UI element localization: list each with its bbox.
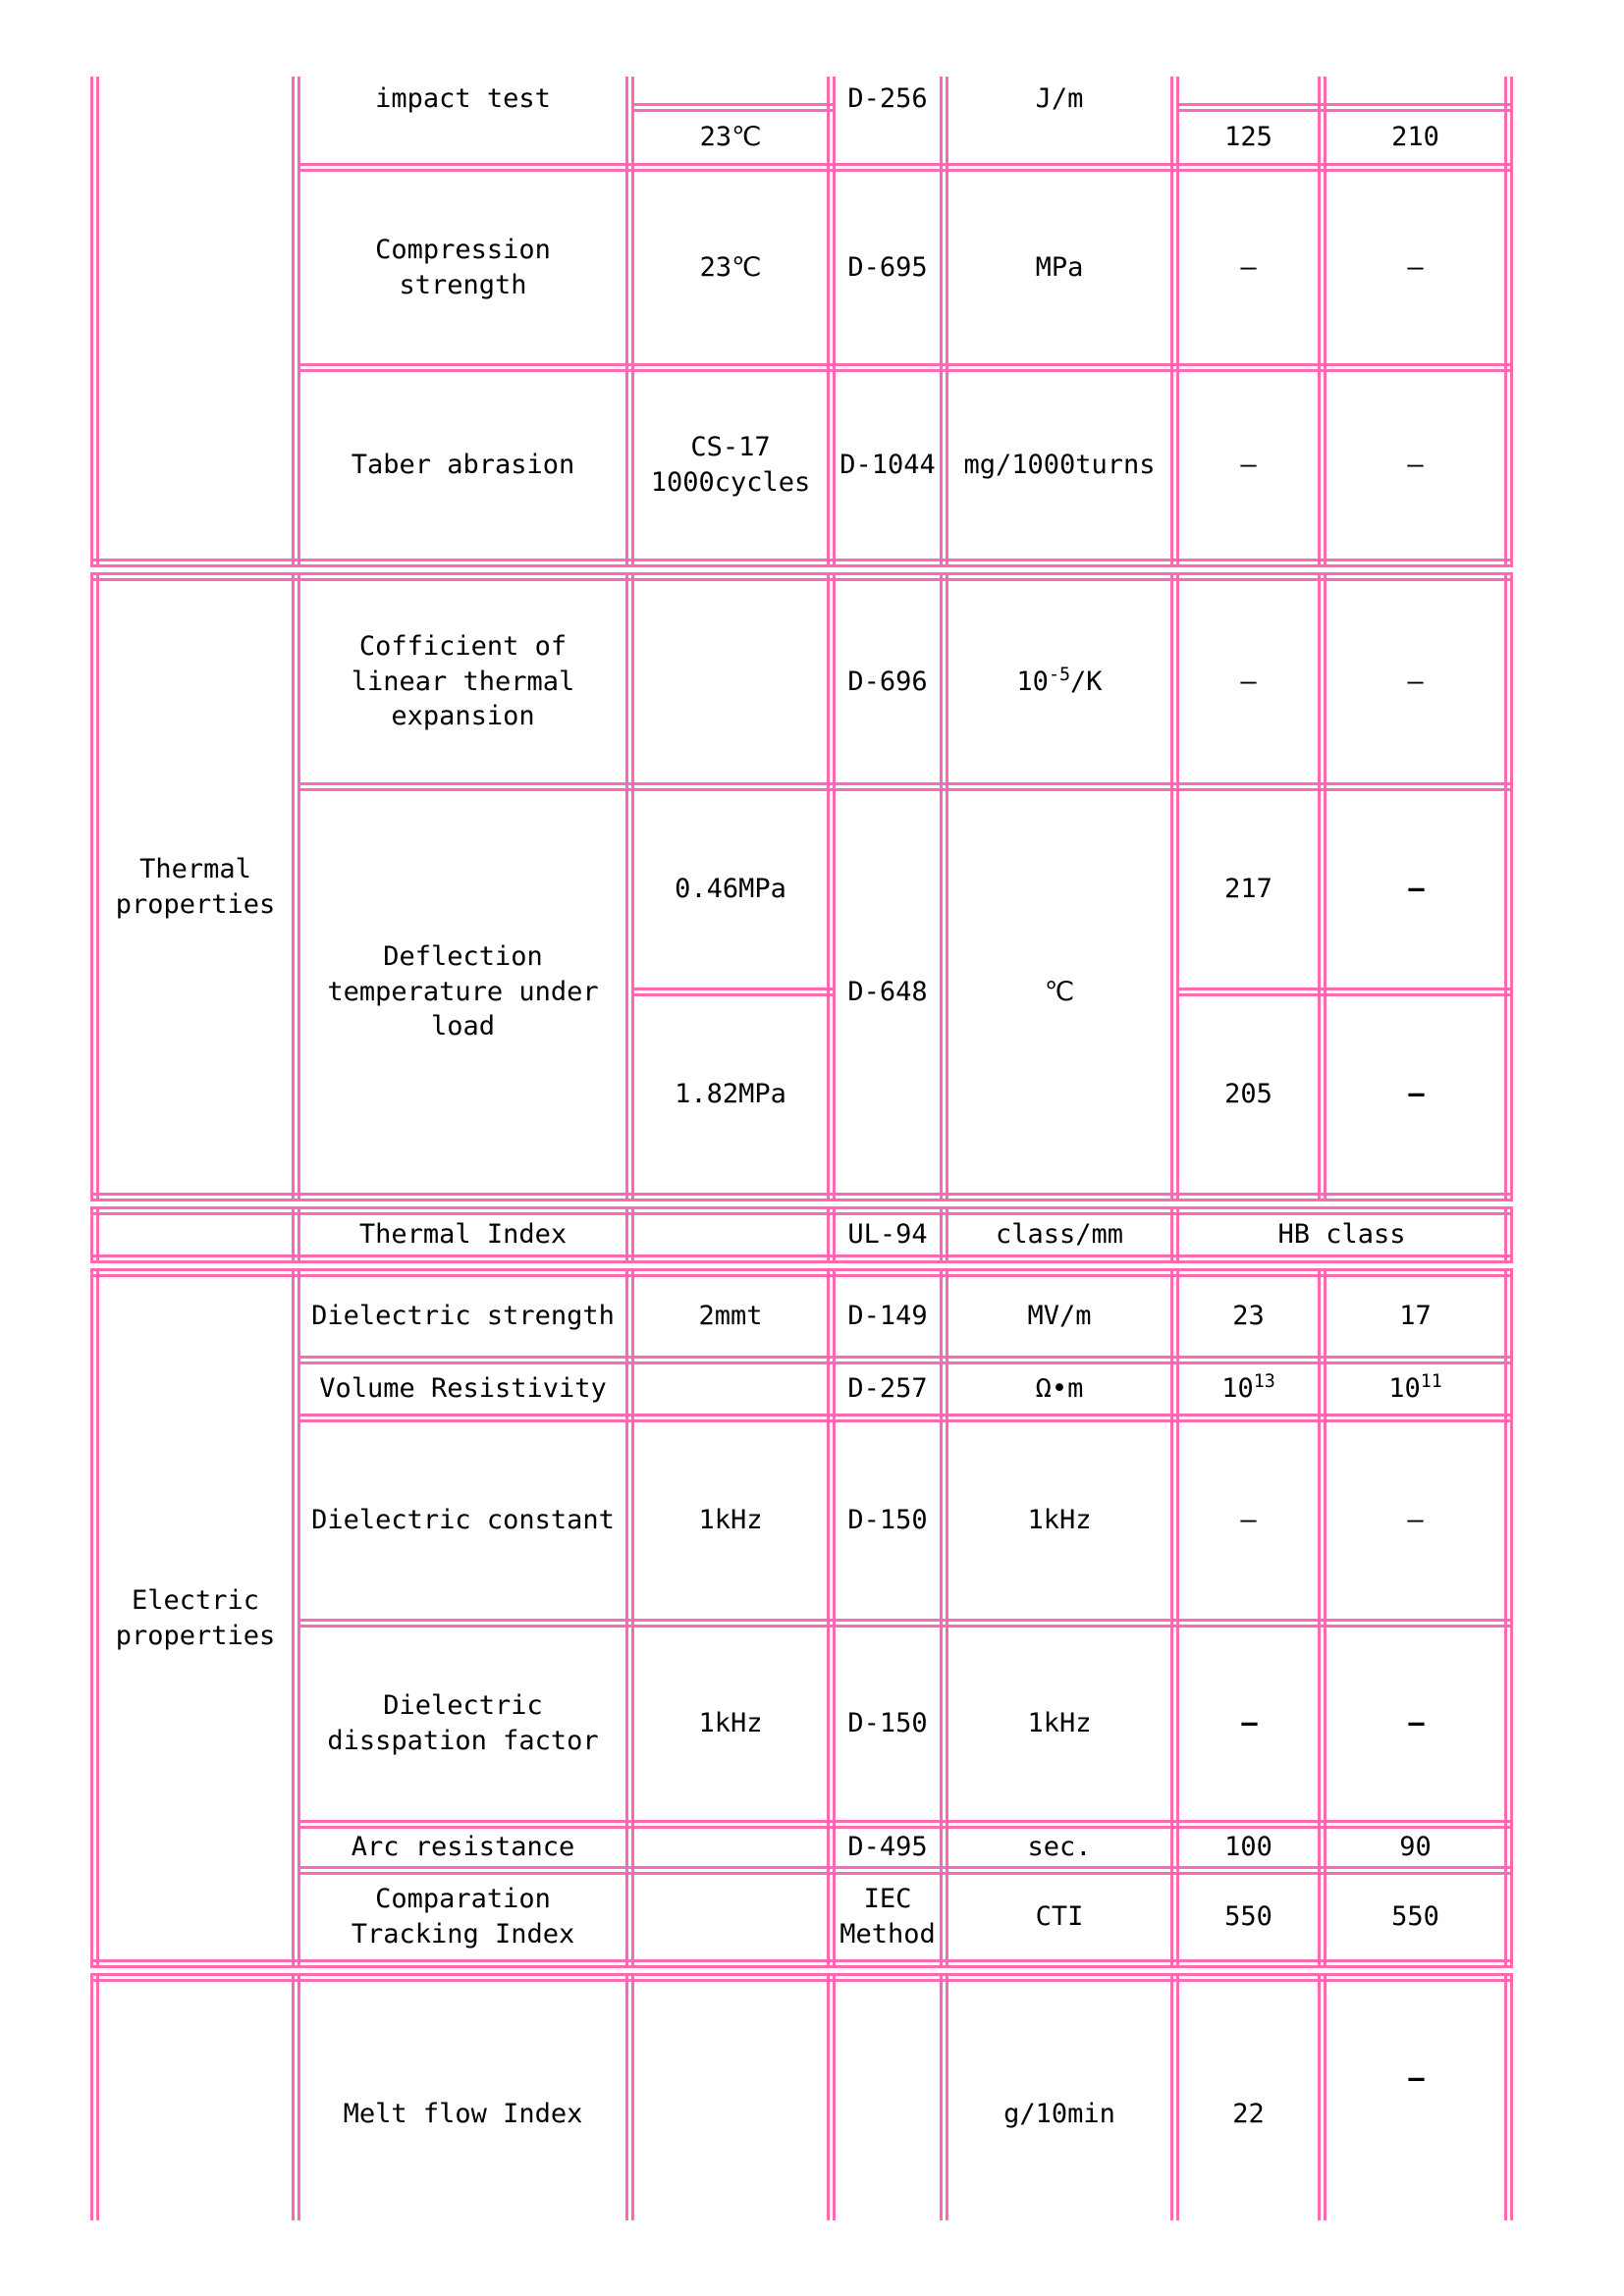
- row-dielectric-constant: [95, 1418, 1509, 1624]
- cell-taber-value2: —: [1323, 368, 1509, 563]
- cell-deflection-condition-046: 0.46MPa: [630, 787, 832, 992]
- cell-thermal-index-value: HB class: [1175, 1211, 1509, 1259]
- section-electric: [90, 1268, 1513, 1968]
- cell-dielectric-strength-unit: MV/m: [945, 1273, 1175, 1361]
- cell-cti-unit: CTI: [945, 1871, 1175, 1964]
- cell-impact-value1: 125: [1175, 108, 1323, 168]
- row-deflection-046: [95, 787, 1509, 992]
- cell-arc-method: D-495: [832, 1825, 945, 1871]
- cell-dielectric-strength-value2: 17: [1323, 1273, 1509, 1361]
- cell-dielectric-strength-value1: 23: [1175, 1273, 1323, 1361]
- row-compression-strength: [95, 168, 1509, 368]
- section-melt-flow: [90, 1973, 1513, 2220]
- cell-arc-condition: [630, 1825, 832, 1871]
- cell-cti-value2: 550: [1323, 1871, 1509, 1964]
- cell-volume-resistivity-condition: [630, 1361, 832, 1418]
- cell-impact-method: D-256: [832, 77, 945, 168]
- cell-coefficient-method: D-696: [832, 577, 945, 787]
- cell-dielectric-constant-unit: 1kHz: [945, 1418, 1175, 1624]
- cell-deflection-condition-182: 1.82MPa: [630, 992, 832, 1198]
- cell-compression-condition: 23℃: [630, 168, 832, 368]
- cell-dissipation-value2: —: [1323, 1624, 1509, 1825]
- unit-base: 10: [1016, 666, 1049, 697]
- cell-coefficient-unit: [945, 577, 1175, 787]
- cell-mech-category: [95, 77, 297, 563]
- cell-impact-condition: 23℃: [630, 108, 832, 168]
- cell-coefficient-condition: [630, 577, 832, 787]
- cell-deflection-182-value2: —: [1323, 992, 1509, 1198]
- row-thermal-index: [95, 1211, 1509, 1259]
- row-volume-resistivity: [95, 1361, 1509, 1418]
- cell-dielectric-strength-condition: 2mmt: [630, 1273, 832, 1361]
- cell-melt-category: [95, 1978, 297, 2221]
- cell-taber-property: Taber abrasion: [297, 368, 630, 563]
- cell-volume-resistivity-method: D-257: [832, 1361, 945, 1418]
- section-thermal-index: [90, 1206, 1513, 1263]
- cell-electric-category: Electric properties: [95, 1273, 297, 1964]
- cell-cti-value1: 550: [1175, 1871, 1323, 1964]
- cell-deflection-property: Deflection temperature under load: [297, 787, 630, 1198]
- table-viewport: [90, 77, 1514, 2220]
- cell-compression-method: D-695: [832, 168, 945, 368]
- cell-volume-resistivity-value1: $10^{13}$: [1175, 1361, 1323, 1418]
- cell-arc-value1: 100: [1175, 1825, 1323, 1871]
- cell-impact-property: impact test: [297, 77, 630, 168]
- cell-dielectric-constant-method: D-150: [832, 1418, 945, 1624]
- cell-dissipation-value1: —: [1175, 1624, 1323, 1825]
- cell-taber-value1: —: [1175, 368, 1323, 563]
- cell-dissipation-unit: 1kHz: [945, 1624, 1175, 1825]
- row-tracking-index: [95, 1871, 1509, 1964]
- cell-dielectric-constant-value1: —: [1175, 1418, 1323, 1624]
- cell-impact-value1-upper: [1175, 77, 1323, 108]
- cell-impact-value2-upper: [1323, 77, 1509, 108]
- cell-melt-value2: [1323, 1978, 1509, 2221]
- cell-coefficient-value2: —: [1323, 577, 1509, 787]
- cell-volume-resistivity-unit: Ω•m: [945, 1361, 1175, 1418]
- cell-compression-property: Compression strength: [297, 168, 630, 368]
- cell-volume-resistivity-property: Volume Resistivity: [297, 1361, 630, 1418]
- cell-dissipation-property: Dielectric disspation factor: [297, 1624, 630, 1825]
- cell-dissipation-method: D-150: [832, 1624, 945, 1825]
- cell-deflection-unit: ℃: [945, 787, 1175, 1198]
- cell-thermal-index-property: Thermal Index: [297, 1211, 630, 1259]
- cell-cti-condition: [630, 1871, 832, 1964]
- cell-compression-value2: —: [1323, 168, 1509, 368]
- cell-thermal-index-condition: [630, 1211, 832, 1259]
- cell-taber-condition: CS-17 1000cycles: [630, 368, 832, 563]
- row-arc-resistance: [95, 1825, 1509, 1871]
- cell-cti-property: Comparation Tracking Index: [297, 1871, 630, 1964]
- cell-melt-property: Melt flow Index: [297, 1978, 630, 2221]
- unit-suffix: /K: [1070, 666, 1103, 697]
- cell-compression-value1: —: [1175, 168, 1323, 368]
- cell-dielectric-strength-method: D-149: [832, 1273, 945, 1361]
- row-melt-flow-index: [95, 1978, 1509, 2221]
- row-coefficient-expansion: [95, 577, 1509, 787]
- cell-deflection-046-value1: 217: [1175, 787, 1323, 992]
- row-dissipation-factor: [95, 1624, 1509, 1825]
- cell-coefficient-value1: —: [1175, 577, 1323, 787]
- cell-arc-property: Arc resistance: [297, 1825, 630, 1871]
- cell-dielectric-constant-condition: 1kHz: [630, 1418, 832, 1624]
- cell-thermal-index-method: UL-94: [832, 1211, 945, 1259]
- cell-deflection-046-value2: —: [1323, 787, 1509, 992]
- melt-value2-dash: —: [1408, 2063, 1423, 2095]
- cell-dielectric-strength-property: Dielectric strength: [297, 1273, 630, 1361]
- cell-impact-cond-upper: [630, 77, 832, 108]
- section-mechanical: [90, 77, 1513, 567]
- row-impact-test: [95, 77, 1509, 108]
- unit-exponent: -5: [1048, 664, 1071, 685]
- cell-compression-unit: MPa: [945, 168, 1175, 368]
- cell-taber-method: D-1044: [832, 368, 945, 563]
- cell-dissipation-condition: 1kHz: [630, 1624, 832, 1825]
- cell-impact-value2: 210: [1323, 108, 1509, 168]
- cell-deflection-method: D-648: [832, 787, 945, 1198]
- cell-melt-unit: g/10min: [945, 1978, 1175, 2221]
- cell-taber-unit: mg/1000turns: [945, 368, 1175, 563]
- cell-dielectric-constant-property: Dielectric constant: [297, 1418, 630, 1624]
- cell-thermal-index-unit: class/mm: [945, 1211, 1175, 1259]
- cell-dielectric-constant-value2: —: [1323, 1418, 1509, 1624]
- cell-melt-method: [832, 1978, 945, 2221]
- cell-thermal-category: Thermal properties: [95, 577, 297, 1198]
- cell-melt-condition: [630, 1978, 832, 2221]
- cell-coefficient-property: Cofficient of linear thermal expansion: [297, 577, 630, 787]
- cell-arc-value2: 90: [1323, 1825, 1509, 1871]
- cell-volume-resistivity-value2: $10^{11}$: [1323, 1361, 1509, 1418]
- row-dielectric-strength: [95, 1273, 1509, 1361]
- cell-thermal-index-category: [95, 1211, 297, 1259]
- section-thermal: [90, 572, 1513, 1201]
- cell-melt-value1: 22: [1175, 1978, 1323, 2221]
- cell-deflection-182-value1: 205: [1175, 992, 1323, 1198]
- cell-arc-unit: sec.: [945, 1825, 1175, 1871]
- row-taber-abrasion: [95, 368, 1509, 563]
- cell-cti-method: IEC Method: [832, 1871, 945, 1964]
- cell-impact-unit: J/m: [945, 77, 1175, 168]
